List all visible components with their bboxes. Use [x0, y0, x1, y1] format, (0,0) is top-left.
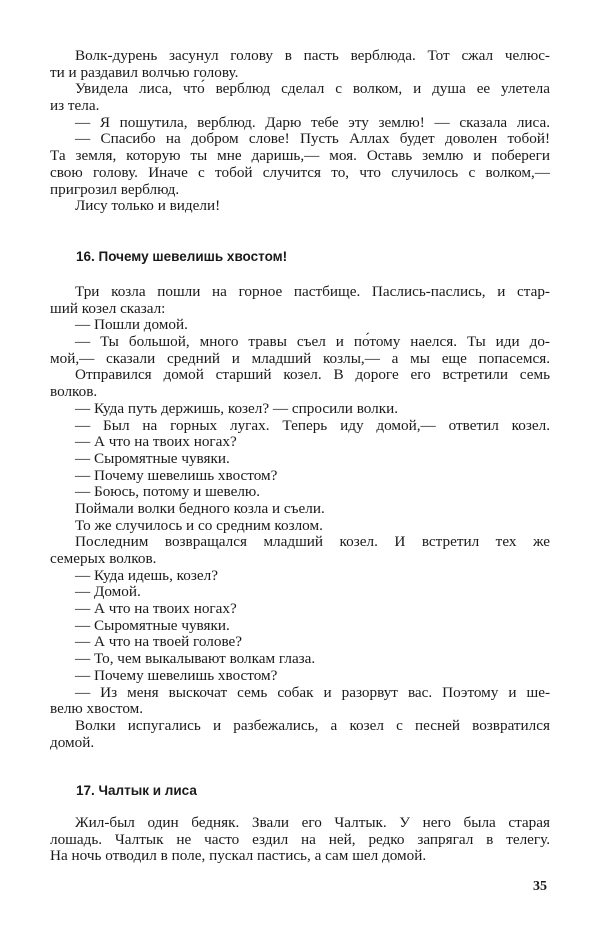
text-line: — Почему шевелишь хвостом?	[75, 666, 278, 684]
text-line: — Спасибо на добром слове! Пусть Аллах будет доволен тобой!	[75, 130, 550, 148]
text-line: — Пошли домой.	[75, 316, 188, 334]
text-line: Отправился домой старший козел. В дороге его встретили семь	[75, 366, 550, 384]
text-line: — Ты большой, много травы съел и по́тому наелся. Ты иди до-	[75, 333, 550, 351]
text-line: ший козел сказал:	[50, 299, 166, 317]
text-line: — Из меня выскочат семь собак и разорвут вас. Поэтому и ше-	[75, 683, 550, 701]
text-line: — Почему шевелишь хвостом?	[75, 466, 278, 484]
text-line: — А что на твоей голове?	[75, 633, 243, 651]
text-line: Та земля, которую ты мне даришь,— моя. Оставь землю и побереги	[50, 147, 550, 165]
text-line: мой,— сказали средний и младший козлы,— а мы еще попасемся.	[50, 349, 550, 367]
section-heading-16: 16. Почему шевелишь хвостом!	[76, 249, 288, 264]
text-line: волков.	[50, 383, 98, 401]
text-line: — Я пошутила, верблюд. Дарю тебе эту землю! — сказала лиса.	[75, 113, 550, 131]
paragraph-block-2	[50, 284, 550, 751]
text-line: То же случилось и со средним козлом.	[75, 516, 323, 534]
text-line: свою голову. Иначе с тобой случится то, что случилось с волком,—	[50, 163, 550, 181]
text-line: Лису только и видели!	[75, 197, 221, 215]
section-heading-17: 17. Чалтык и лиса	[76, 783, 197, 798]
paragraph-block-3	[50, 815, 550, 865]
text-line: — А что на твоих ногах?	[75, 433, 237, 451]
text-line: велю хвостом.	[50, 700, 144, 718]
text-line: — Боюсь, потому и шевелю.	[75, 483, 261, 501]
text-line: На ночь отводил в поле, пускал пастись, а сам шел домой.	[50, 847, 427, 865]
text-line: семерых волков.	[50, 550, 157, 567]
text-line: — Сыромятные чувяки.	[75, 449, 230, 467]
text-line: Три козла пошли на горное пастбище. Паслись-паслись, и стар-	[75, 283, 550, 300]
page-number: 35	[533, 879, 547, 894]
text-line: — То, чем выкалывают волкам глаза.	[75, 650, 316, 668]
text-line: — Был на горных лугах. Теперь иду домой,— ответил козел.	[75, 416, 550, 434]
text-line: Увидела лиса, что́ верблюд сделал с волком, и душа ее улетела	[75, 80, 550, 98]
text-line: ти и раздавил волчью голову.	[50, 63, 239, 81]
paragraph-block-1	[50, 48, 550, 215]
text-line: Жил-был один бедняк. Звали его Чалтык. У него была старая	[75, 814, 550, 831]
text-line: — Домой.	[75, 583, 141, 601]
text-line: — Сыромятные чувяки.	[75, 616, 230, 634]
text-line: — А что на твоих ногах?	[75, 600, 237, 618]
text-line: Волки испугались и разбежались, а козел с песней возвратился	[75, 716, 550, 734]
text-line: Волк-дурень засунул голову в пасть верблюда. Тот сжал челюс-	[75, 47, 550, 64]
text-line: из тела.	[50, 97, 100, 115]
text-line: домой.	[50, 733, 95, 751]
text-line: пригрозил верблюд.	[50, 180, 180, 198]
text-line: Поймали волки бедного козла и съели.	[75, 499, 325, 517]
text-line: лошадь. Чалтык не часто ездил на ней, редко запрягал в телегу.	[50, 830, 550, 848]
text-line: — Куда идешь, козел?	[75, 566, 218, 584]
text-line: Последним возвращался младший козел. И встретил тех же	[75, 533, 550, 551]
text-line: — Куда путь держишь, козел? — спросили волки.	[75, 399, 399, 417]
